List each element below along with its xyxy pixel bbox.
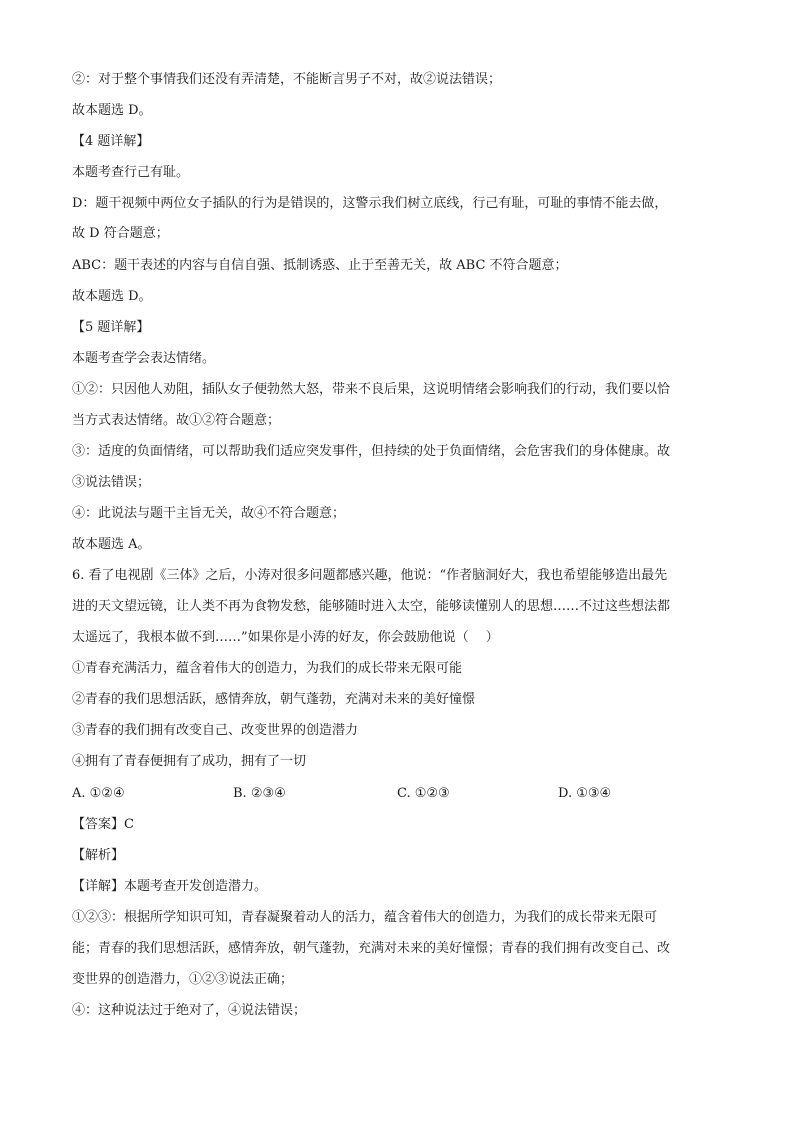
statement-1: ①青春充满活力，蕴含着伟大的创造力，为我们的成长带来无限可能 xyxy=(72,661,463,676)
answer-line: 【答案】C xyxy=(72,817,134,832)
text-line: ③说法错误； xyxy=(72,475,151,490)
detail-line: 能；青春的我们思想活跃，感情奔放，朝气蓬勃，充满对未来的美好憧憬；青春的我们拥有改变自己、改 xyxy=(72,941,671,956)
text-line: ②：对于整个事情我们还没有弄清楚，不能断言男子不对，故②说法错误； xyxy=(72,72,502,87)
statement-4: ④拥有了青春便拥有了成功，拥有了一切 xyxy=(72,754,307,769)
detail-line: 【详解】本题考查开发创造潜力。 xyxy=(72,879,268,894)
text-line: ③：适度的负面情绪，可以帮助我们适应突发事件，但持续的处于负面情绪，会危害我们的身体健康。故 xyxy=(72,444,671,459)
detail-line: 变世界的创造潜力，①②③说法正确； xyxy=(72,972,294,987)
text-line: 本题考查学会表达情绪。 xyxy=(72,351,216,366)
section-heading: 【5 题详解】 xyxy=(72,320,150,335)
option-c: C. ①②③ xyxy=(397,786,450,801)
statement-3: ③青春的我们拥有改变自己、改变世界的创造潜力 xyxy=(72,723,359,738)
text-line: ④：此说法与题干主旨无关，故④不符合题意； xyxy=(72,506,346,521)
option-a: A. ①②④ xyxy=(72,786,125,801)
text-line: 故 D 符合题意； xyxy=(72,226,169,241)
question-stem: 太遥远了，我根本做不到……”如果你是小涛的好友，你会鼓励他说（ ） xyxy=(72,630,499,645)
text-line: ①②：只因他人劝阻，插队女子便勃然大怒，带来不良后果，这说明情绪会影响我们的行动，我们要以恰 xyxy=(72,382,671,397)
text-line: 当方式表达情绪。故①②符合题意； xyxy=(72,413,281,428)
text-line: D：题干视频中两位女子插队的行为是错误的，这警示我们树立底线，行己有耻，可耻的事情不能去做， xyxy=(72,196,668,211)
statement-2: ②青春的我们思想活跃，感情奔放，朝气蓬勃，充满对未来的美好憧憬 xyxy=(72,692,476,707)
text-line: ABC：题干表述的内容与自信自强、抵制诱惑、止于至善无关，故 ABC 不符合题意； xyxy=(72,258,568,273)
text-line: 故本题选 D。 xyxy=(72,289,152,304)
text-line: 故本题选 D。 xyxy=(72,103,152,118)
text-line: 本题考查行己有耻。 xyxy=(72,165,190,180)
text-line: 故本题选 A。 xyxy=(72,537,151,552)
section-heading: 【4 题详解】 xyxy=(72,134,150,149)
analysis-heading: 【解析】 xyxy=(72,848,125,863)
option-b: B. ②③④ xyxy=(233,786,286,801)
question-stem: 进的天文望远镜，让人类不再为食物发愁，能够随时进入太空，能够读懂别人的思想……不过这些想法都 xyxy=(72,599,671,614)
detail-line: ①②③：根据所学知识可知，青春凝聚着动人的活力，蕴含着伟大的创造力，为我们的成长带来无限可 xyxy=(72,910,658,925)
option-d: D. ①③④ xyxy=(558,786,612,801)
detail-line: ④：这种说法过于绝对了，④说法错误； xyxy=(72,1003,307,1018)
question-stem: 6. 看了电视剧《三体》之后，小涛对很多问题都感兴趣，他说：“作者脑洞好大，我也希望能够造出最先 xyxy=(72,568,668,583)
